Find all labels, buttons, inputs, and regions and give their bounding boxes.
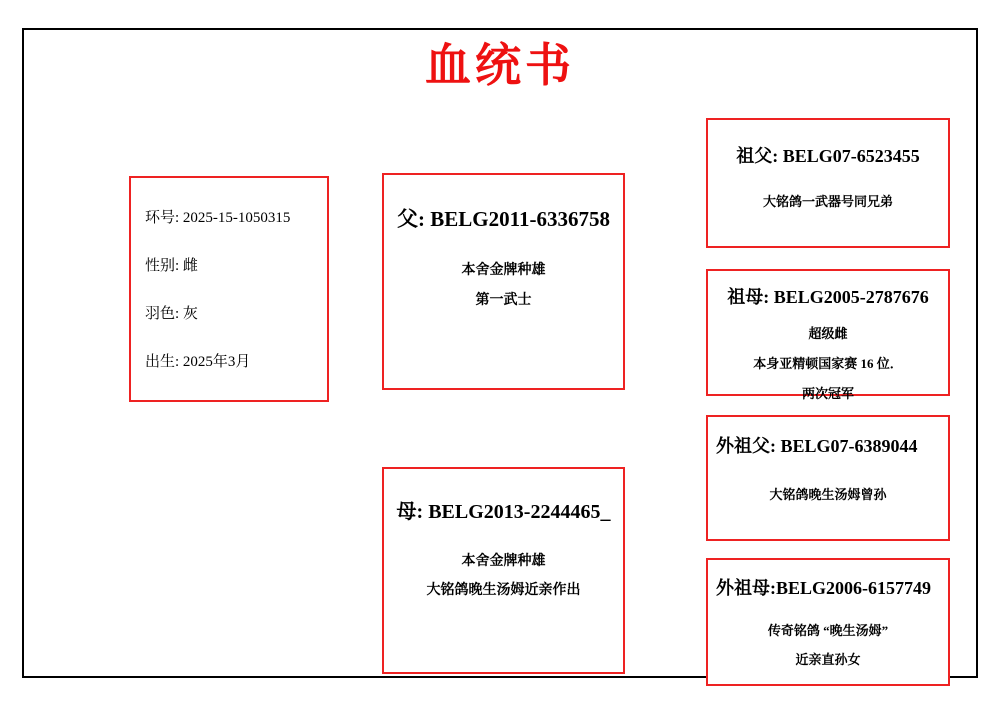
document-frame bbox=[22, 28, 978, 678]
mother-card bbox=[382, 467, 625, 674]
maternal-grandmother-note-1: 传奇铭鸽 “晚生汤姆” bbox=[767, 623, 889, 638]
subject-sex: 性别: 雌 bbox=[145, 258, 198, 274]
subject-birth: 出生: 2025年3月 bbox=[145, 354, 251, 370]
paternal-grandmother-note-2: 本身亚精顿国家赛 16 位． bbox=[753, 356, 903, 371]
subject-color: 羽色: 灰 bbox=[145, 306, 198, 322]
paternal-grandfather-card bbox=[706, 118, 950, 248]
paternal-grandmother-note-3: 两次冠军 bbox=[801, 386, 854, 401]
maternal-grandmother-card bbox=[706, 558, 950, 686]
maternal-grandfather-note-1: 大铭鸽晚生汤姆曾孙 bbox=[769, 487, 887, 502]
maternal-grandmother-note-2: 近亲直孙女 bbox=[795, 652, 861, 667]
maternal-grandmother-header: 外祖母:BELG2006-6157749 bbox=[716, 578, 932, 598]
father-header: 父: BELG2011-6336758 bbox=[397, 207, 610, 231]
paternal-grandfather-note-1: 大铭鸽一武器号同兄弟 bbox=[762, 194, 893, 209]
subject-info-card bbox=[129, 176, 329, 402]
mother-note-1: 本舍金牌种雄 bbox=[461, 554, 546, 569]
paternal-grandmother-card bbox=[706, 269, 950, 401]
father-note-1: 本舍金牌种雄 bbox=[461, 263, 546, 278]
father-card bbox=[382, 173, 625, 390]
mother-header: 母: BELG2013-2244465_ bbox=[396, 501, 611, 523]
maternal-grandfather-header: 外祖父: BELG07-6389044 bbox=[716, 436, 918, 456]
mother-note-2: 大铭鸽晚生汤姆近亲作出 bbox=[426, 583, 581, 598]
subject-ring-number: 环号: 2025-15-1050315 bbox=[145, 210, 291, 226]
paternal-grandmother-header: 祖母: BELG2005-2787676 bbox=[727, 287, 929, 307]
paternal-grandfather-header: 祖父: BELG07-6523455 bbox=[736, 146, 920, 166]
maternal-grandfather-card bbox=[706, 415, 950, 541]
paternal-grandmother-note-1: 超级雌 bbox=[808, 326, 848, 341]
page-title: 血统书 bbox=[425, 38, 575, 92]
father-note-2: 第一武士 bbox=[475, 293, 532, 308]
